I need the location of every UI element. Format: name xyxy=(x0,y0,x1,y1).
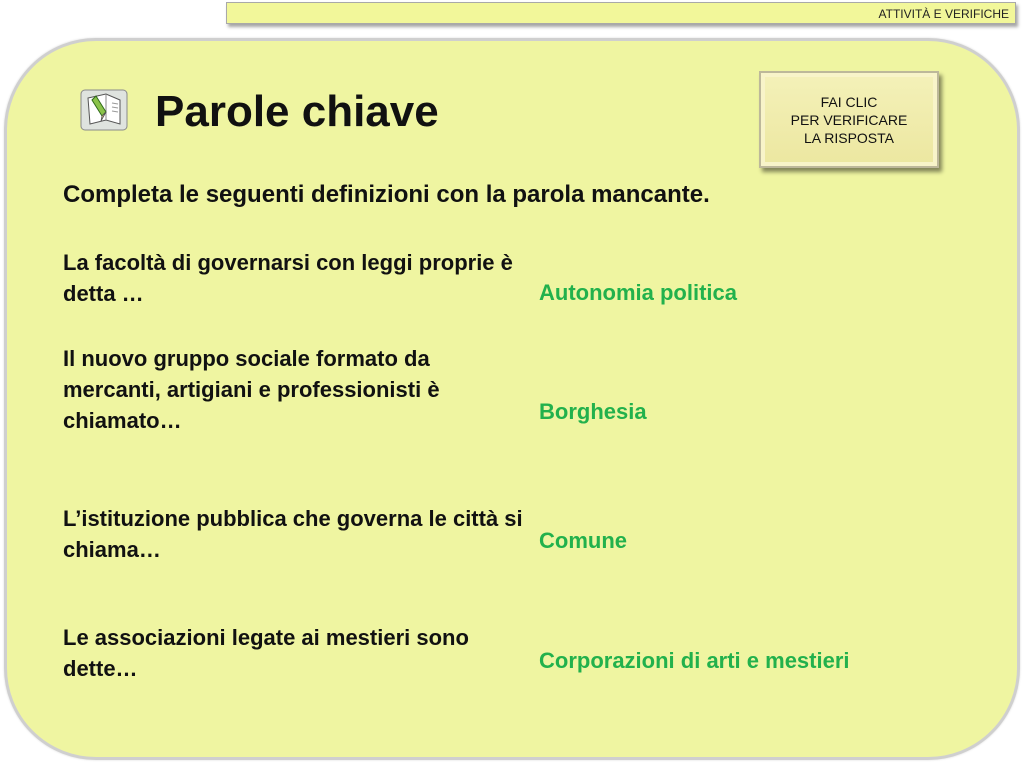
question-1: La facoltà di governarsi con leggi proprie è detta … xyxy=(63,250,513,306)
question-2: Il nuovo gruppo sociale formato da mercanti, artigiani e professionisti è chiamato… xyxy=(63,346,440,433)
verify-answer-button[interactable] xyxy=(759,71,939,168)
section-tab-label: ATTIVITÀ E VERIFICHE xyxy=(878,7,1009,21)
answer-3: Comune xyxy=(539,528,627,553)
section-tab xyxy=(226,2,1016,24)
question-4: Le associazioni legate ai mestieri sono dette… xyxy=(63,625,469,681)
answer-1: Autonomia politica xyxy=(539,280,737,305)
answer-2: Borghesia xyxy=(539,399,647,424)
instruction-text: Completa le seguenti definizioni con la parola mancante. xyxy=(63,181,710,208)
question-3: L’istituzione pubblica che governa le città si chiama… xyxy=(63,506,523,562)
book-pencil-icon xyxy=(80,86,128,134)
answer-4: Corporazioni di arti e mestieri xyxy=(539,648,850,673)
verify-answer-button-label: FAI CLIC PER VERIFICARE LA RISPOSTA xyxy=(790,93,908,146)
page-title: Parole chiave xyxy=(155,87,439,136)
